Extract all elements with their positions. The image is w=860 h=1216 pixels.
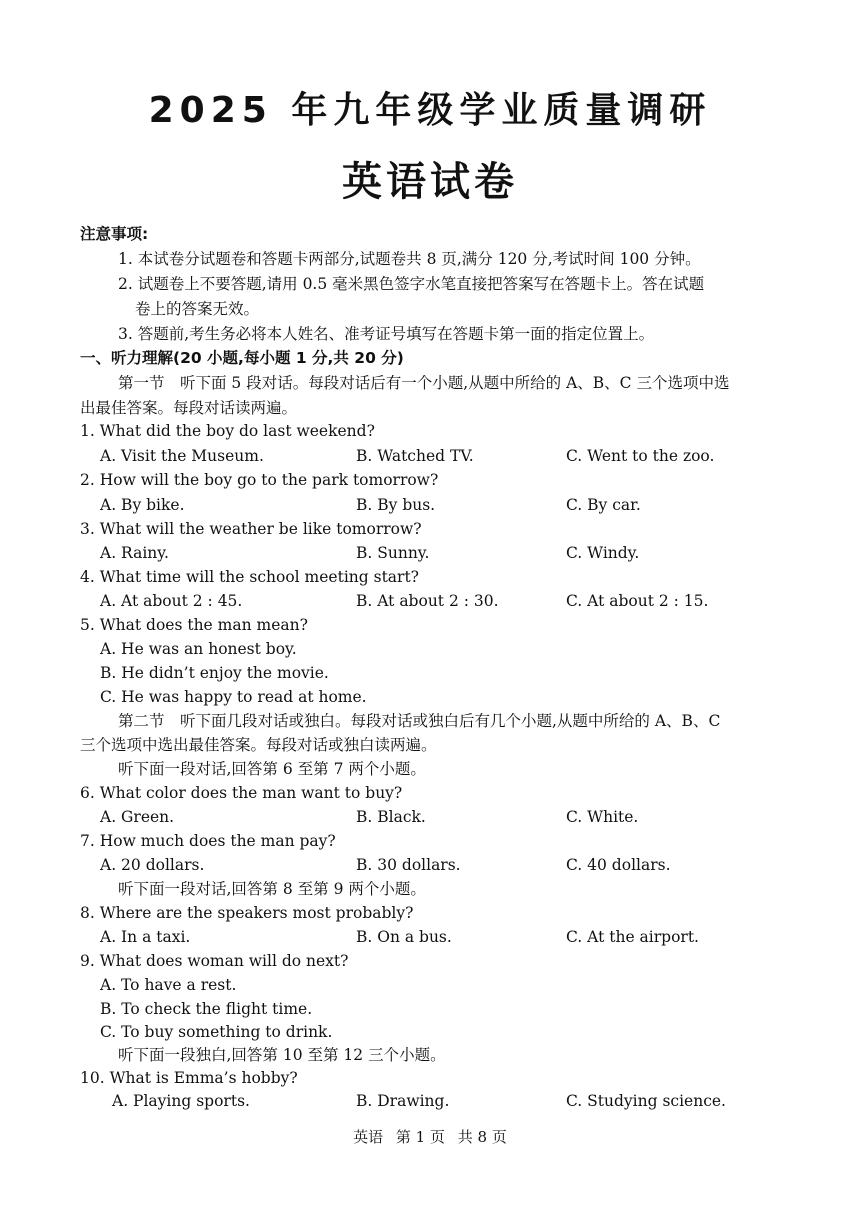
q4-option-a: A. At about 2 : 45.	[100, 592, 243, 610]
listen-instruction-10-12: 听下面一段独白,回答第 10 至第 12 三个小题。	[118, 1046, 446, 1064]
q9-option-a: A. To have a rest.	[100, 976, 237, 994]
footer-page-number: 第 1 页	[395, 1128, 445, 1146]
q2-option-a: A. By bike.	[100, 496, 185, 514]
part-2-intro-cont: 三个选项中选出最佳答案。每段对话或独白读两遍。	[80, 736, 437, 754]
page-footer	[0, 1126, 860, 1147]
q9-option-b: B. To check the flight time.	[100, 1000, 313, 1018]
question-5: 5. What does the man mean?	[80, 616, 308, 634]
part-2-intro: 第二节 听下面几段对话或独白。每段对话或独白后有几个小题,从题中所给的 A、B、C	[118, 712, 721, 730]
q5-option-a: A. He was an honest boy.	[100, 640, 297, 658]
q8-option-b: B. On a bus.	[356, 928, 452, 946]
question-4: 4. What time will the school meeting start?	[80, 568, 419, 586]
q1-option-b: B. Watched TV.	[356, 447, 474, 465]
question-9: 9. What does woman will do next?	[80, 952, 349, 970]
q7-option-a: A. 20 dollars.	[100, 856, 205, 874]
footer-subject: 英语	[353, 1128, 384, 1146]
listen-instruction-8-9: 听下面一段对话,回答第 8 至第 9 两个小题。	[118, 880, 426, 898]
note-item-2: 2. 试题卷上不要答题,请用 0.5 毫米黑色签字水笔直接把答案写在答题卡上。答在试题	[118, 275, 705, 293]
q5-option-b: B. He didn’t enjoy the movie.	[100, 664, 329, 682]
q10-option-a: A. Playing sports.	[112, 1092, 250, 1110]
q6-option-c: C. White.	[566, 808, 639, 826]
q6-option-a: A. Green.	[100, 808, 175, 826]
question-2: 2. How will the boy go to the park tomorrow?	[80, 471, 439, 489]
q7-option-b: B. 30 dollars.	[356, 856, 461, 874]
q9-option-c: C. To buy something to drink.	[100, 1023, 333, 1041]
q3-option-a: A. Rainy.	[100, 544, 169, 562]
q3-option-b: B. Sunny.	[356, 544, 430, 562]
q8-option-c: C. At the airport.	[566, 928, 699, 946]
question-1: 1. What did the boy do last weekend?	[80, 422, 375, 440]
listen-instruction-6-7: 听下面一段对话,回答第 6 至第 7 两个小题。	[118, 760, 426, 778]
question-3: 3. What will the weather be like tomorrow?	[80, 520, 422, 538]
q10-option-c: C. Studying science.	[566, 1092, 726, 1110]
part-1-intro: 第一节 听下面 5 段对话。每段对话后有一个小题,从题中所给的 A、B、C 三个选项中选	[118, 374, 730, 392]
q4-option-c: C. At about 2 : 15.	[566, 592, 709, 610]
q3-option-c: C. Windy.	[566, 544, 640, 562]
footer-total-pages: 共 8 页	[457, 1128, 507, 1146]
question-8: 8. Where are the speakers most probably?	[80, 904, 414, 922]
exam-title: 2025 年九年级学业质量调研	[148, 90, 712, 131]
question-6: 6. What color does the man want to buy?	[80, 784, 403, 802]
notes-heading: 注意事项:	[80, 225, 149, 243]
q8-option-a: A. In a taxi.	[100, 928, 191, 946]
q7-option-c: C. 40 dollars.	[566, 856, 671, 874]
q4-option-b: B. At about 2 : 30.	[356, 592, 499, 610]
question-10: 10. What is Emma’s hobby?	[80, 1069, 298, 1087]
note-item-3: 3. 答题前,考生务必将本人姓名、准考证号填写在答题卡第一面的指定位置上。	[118, 325, 655, 343]
q10-option-b: B. Drawing.	[356, 1092, 450, 1110]
question-7: 7. How much does the man pay?	[80, 832, 336, 850]
note-item-2-cont: 卷上的答案无效。	[135, 300, 260, 318]
subject-title: 英语试卷	[342, 159, 518, 205]
q1-option-c: C. Went to the zoo.	[566, 447, 715, 465]
q2-option-c: C. By car.	[566, 496, 641, 514]
q6-option-b: B. Black.	[356, 808, 426, 826]
q1-option-a: A. Visit the Museum.	[100, 447, 264, 465]
q5-option-c: C. He was happy to read at home.	[100, 688, 367, 706]
part-1-intro-cont: 出最佳答案。每段对话读两遍。	[80, 399, 298, 417]
note-item-1: 1. 本试卷分试题卷和答题卡两部分,试题卷共 8 页,满分 120 分,考试时间 100 分钟。	[118, 250, 701, 268]
q2-option-b: B. By bus.	[356, 496, 436, 514]
section-1-heading: 一、听力理解(20 小题,每小题 1 分,共 20 分)	[80, 349, 404, 367]
